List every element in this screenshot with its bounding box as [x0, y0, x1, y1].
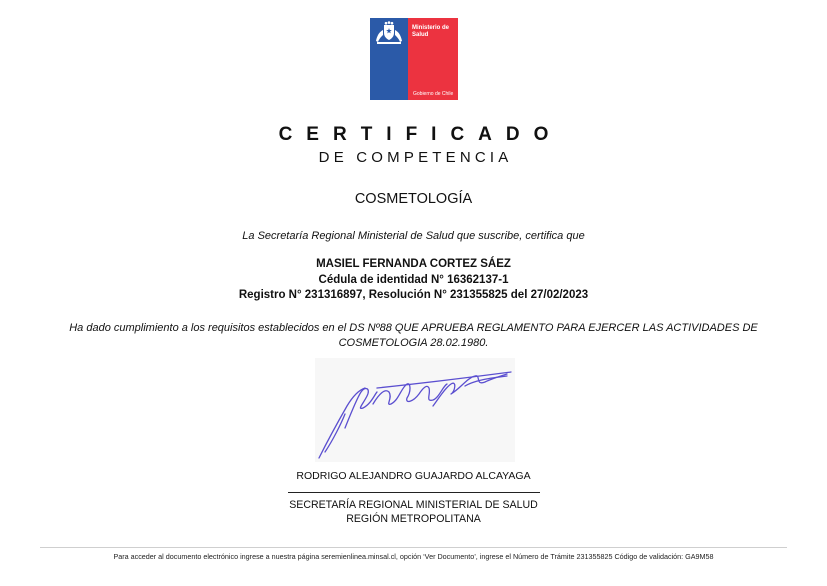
certification-intro: La Secretaría Regional Ministerial de Salud que suscribe, certifica que	[242, 230, 585, 242]
logo-government-text: Gobierno de Chile	[413, 91, 454, 97]
logo-ministry-text: Ministerio de Salud	[412, 25, 450, 38]
footer-divider	[40, 547, 787, 548]
certificate-subtitle: DE COMPETENCIA	[318, 149, 513, 166]
signatory-region: REGIÓN METROPOLITANA	[346, 513, 481, 525]
certificate-title: CERTIFICADO	[278, 124, 563, 145]
signatory-name: RODRIGO ALEJANDRO GUAJARDO ALCAYAGA	[296, 470, 531, 482]
holder-id-number: Cédula de identidad N° 16362137-1	[318, 274, 509, 286]
footer-validation-note: Para acceder al documento electrónico ingrese a nuestra página seremienlinea.minsal.cl, opción ‘Ver Documento’, ingrese el Número de Trámite 231355825 Código de validación: GA9M58	[113, 552, 714, 561]
logo-red-panel	[408, 18, 458, 100]
signatory-office: SECRETARÍA REGIONAL MINISTERIAL DE SALUD	[289, 499, 538, 511]
signature-divider	[288, 492, 540, 493]
coat-of-arms-icon	[374, 21, 404, 50]
logo-blue-panel	[370, 18, 408, 100]
holder-name: MASIEL FERNANDA CORTEZ SÁEZ	[316, 258, 511, 270]
statement-line: Ha dado cumplimiento a los requisitos establecidos en el DS Nº88 QUE APRUEBA REGLAMENTO PARA EJERCER LAS ACTIVIDADES DE	[69, 322, 758, 334]
statement-line: COSMETOLOGIA 28.02.1980.	[338, 337, 489, 349]
signature-image	[315, 358, 515, 462]
certificate-specialty: COSMETOLOGÍA	[354, 191, 473, 207]
ministry-logo	[370, 18, 458, 100]
registry-resolution: Registro N° 231316897, Resolución N° 231355825 del 27/02/2023	[238, 289, 589, 301]
